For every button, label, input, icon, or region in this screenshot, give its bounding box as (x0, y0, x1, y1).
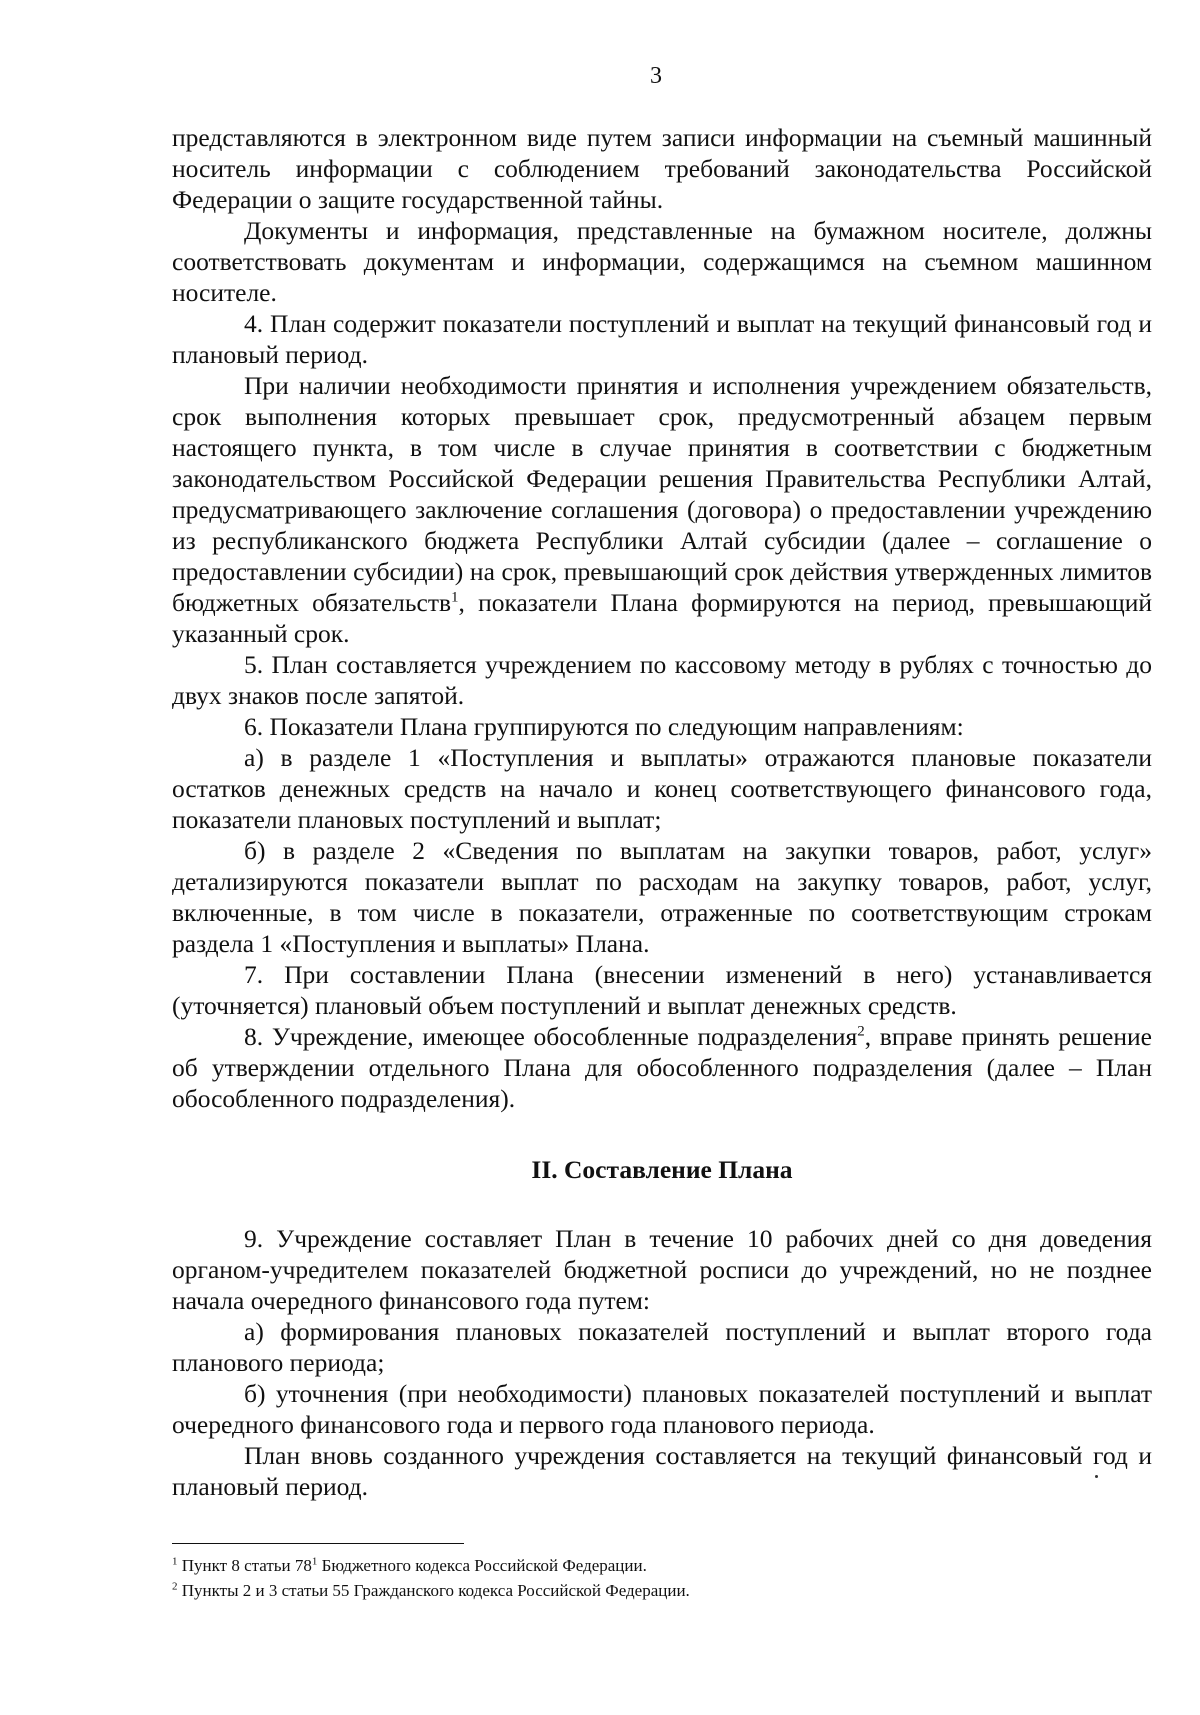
paragraph (172, 370, 1152, 649)
footnote-text: Пункт 8 статьи 78 (181, 1556, 312, 1575)
footnote-text: Пункты 2 и 3 статьи 55 Гражданского кодекса Российской Федерации. (181, 1581, 690, 1600)
paragraph-subitem-a: а) формирования плановых показателей поступлений и выплат второго года планового периода; (172, 1317, 1152, 1377)
paragraph-item-6: 6. Показатели Плана группируются по следующим направлениям: (244, 712, 964, 741)
paragraph-item-7: 7. При составлении Плана (внесении изменений в него) устанавливается (уточняется) плановый объем поступлений и выплат денежных средств. (172, 960, 1152, 1020)
paragraph-text: , вправе принять решение об утверждении отдельного Плана для обособленного подразделения (далее – План обособленного подразделения). (172, 1022, 1152, 1113)
footnote-mark: 1 (172, 1555, 178, 1568)
paragraph: План вновь созданного учреждения составляется на текущий финансовый год и плановый период. (172, 1441, 1152, 1501)
document-body (172, 122, 1152, 1502)
paragraph: Документы и информация, представленные на бумажном носителе, должны соответствовать документам и информации, содержащимся на съемном машинном носителе. (172, 216, 1152, 307)
footnote (172, 1553, 1152, 1578)
paragraph-item-9: 9. Учреждение составляет План в течение 10 рабочих дней со дня доведения органом-учредителем показателей бюджетной росписи до учреждений, но не позднее начала очередного финансового года путем: (172, 1224, 1152, 1315)
footnote-reference: 2 (857, 1023, 865, 1040)
footnote (172, 1578, 1152, 1603)
section-heading: II. Составление Плана (531, 1155, 793, 1184)
footnote-text: Бюджетного кодекса Российской Федерации. (317, 1556, 647, 1575)
paragraph-subitem-b: б) уточнения (при необходимости) плановых показателей поступлений и выплат очередного финансового года и первого года планового периода. (172, 1379, 1152, 1439)
paragraph-text: , показатели Плана формируются на период, превышающий указанный срок. (172, 588, 1152, 648)
paragraph-item-8 (172, 1021, 1152, 1114)
footnote-superscript: 1 (311, 1555, 318, 1568)
paragraph-subitem-a: а) в разделе 1 «Поступления и выплаты» отражаются плановые показатели остатков денежных средств на начало и конец соответствующего финансового года, показатели плановых поступлений и выплат; (172, 743, 1152, 834)
paragraph-item-4: 4. План содержит показатели поступлений и выплат на текущий финансовый год и плановый период. (172, 309, 1152, 369)
footnotes (172, 1553, 1152, 1603)
footnote-mark: 2 (172, 1580, 178, 1593)
scan-artifact (1095, 1475, 1098, 1478)
paragraph-item-5: 5. План составляется учреждением по кассовому методу в рублях с точностью до двух знаков после запятой. (172, 650, 1152, 710)
paragraph-text: 8. Учреждение, имеющее обособленные подразделения (244, 1022, 858, 1051)
footnote-reference: 1 (451, 589, 459, 606)
paragraph-subitem-b: б) в разделе 2 «Сведения по выплатам на закупки товаров, работ, услуг» детализируются показатели выплат по расходам на закупку товаров, работ, услуг, включенные, в том числе в показатели, отраженные по соответствующим строкам раздела 1 «Поступления и выплаты» Плана. (172, 836, 1152, 958)
paragraph-text: При наличии необходимости принятия и исполнения учреждением обязательств, срок выполнения которых превышает срок, предусмотренный абзацем первым настоящего пункта, в том числе в случае принятия в соответствии с бюджетным законодательством Российской Федерации решения Правительства Республики Алтай, предусматривающего заключение соглашения (договора) о предоставлении учреждению из республиканского бюджета Республики Алтай субсидии (далее – соглашение о предоставлении субсидии) на срок, превышающий срок действия утвержденных лимитов бюджетных обязательств (172, 371, 1152, 617)
page-number: 3 (650, 63, 662, 89)
paragraph: представляются в электронном виде путем записи информации на съемный машинный носитель информации с соблюдением требований законодательства Российской Федерации о защите государственной тайны. (172, 123, 1152, 214)
footnote-divider (172, 1543, 464, 1544)
